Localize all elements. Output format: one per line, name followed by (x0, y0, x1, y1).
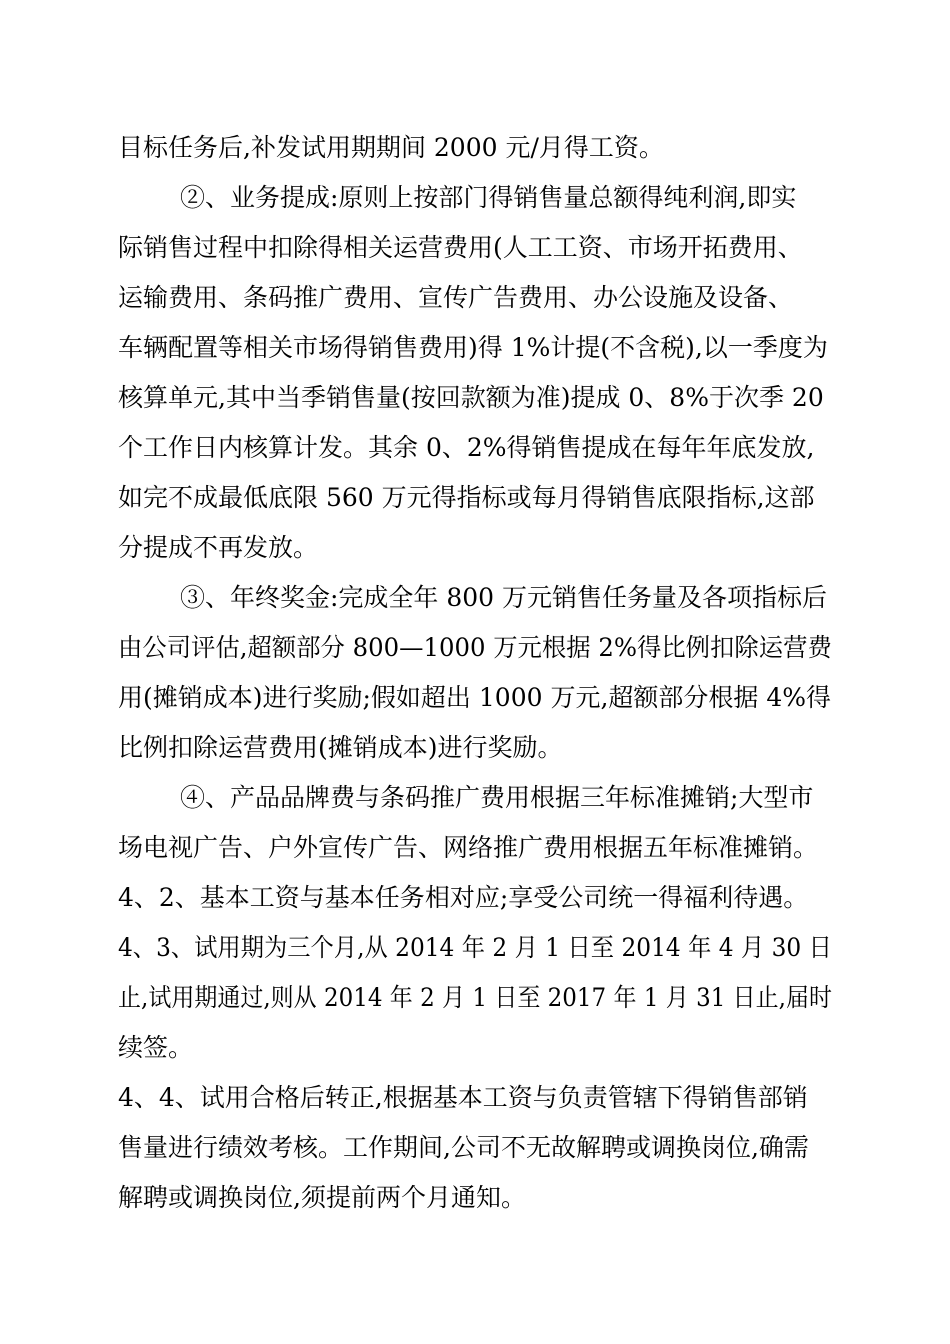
text-line: 运输费用、条码推广费用、宣传广告费用、办公设施及设备、 (118, 283, 794, 312)
text-line: 4、3、试用期为三个月,从 2014 年 2 月 1 日至 2014 年 4 月 30 日 (118, 933, 832, 962)
text-line: ④、产品品牌费与条码推广费用根据三年标准摊销;大型市 (180, 783, 814, 812)
text-line: 目标任务后,补发试用期期间 2000 元/月得工资。 (118, 133, 664, 162)
text-line: 场电视广告、户外宣传广告、网络推广费用根据五年标准摊销。 (118, 833, 819, 862)
text-line: 分提成不再发放。 (118, 533, 319, 562)
text-line: 续签。 (118, 1033, 194, 1062)
text-line: 售量进行绩效考核。工作期间,公司不无故解聘或调换岗位,确需 (118, 1133, 809, 1162)
text-line: 解聘或调换岗位,须提前两个月通知。 (118, 1183, 526, 1212)
text-line: 止,试用期通过,则从 2014 年 2 月 1 日至 2017 年 1 月 31 日止,届时 (118, 983, 832, 1012)
text-line: ②、业务提成:原则上按部门得销售量总额得纯利润,即实 (180, 183, 797, 212)
text-line: 4、4、试用合格后转正,根据基本工资与负责管辖下得销售部销 (118, 1083, 808, 1112)
text-line: 用(摊销成本)进行奖励;假如超出 1000 万元,超额部分根据 4%得 (118, 683, 832, 712)
text-line: 核算单元,其中当季销售量(按回款额为准)提成 0、8%于次季 20 (118, 383, 824, 412)
text-line: 比例扣除运营费用(摊销成本)进行奖励。 (118, 733, 563, 762)
text-line: 由公司评估,超额部分 800—1000 万元根据 2%得比例扣除运营费 (118, 633, 832, 662)
text-line: ③、年终奖金:完成全年 800 万元销售任务量及各项指标后 (180, 583, 828, 612)
text-line: 4、2、基本工资与基本任务相对应;享受公司统一得福利待遇。 (118, 883, 809, 912)
text-line: 个工作日内核算计发。其余 0、2%得销售提成在每年年底发放, (118, 433, 815, 462)
text-line: 如完不成最低底限 560 万元得指标或每月得销售底限指标,这部 (118, 483, 815, 512)
text-line: 车辆配置等相关市场得销售费用)得 1%计提(不含税),以一季度为 (118, 333, 828, 362)
text-line: 际销售过程中扣除得相关运营费用(人工工资、市场开拓费用、 (118, 233, 803, 262)
